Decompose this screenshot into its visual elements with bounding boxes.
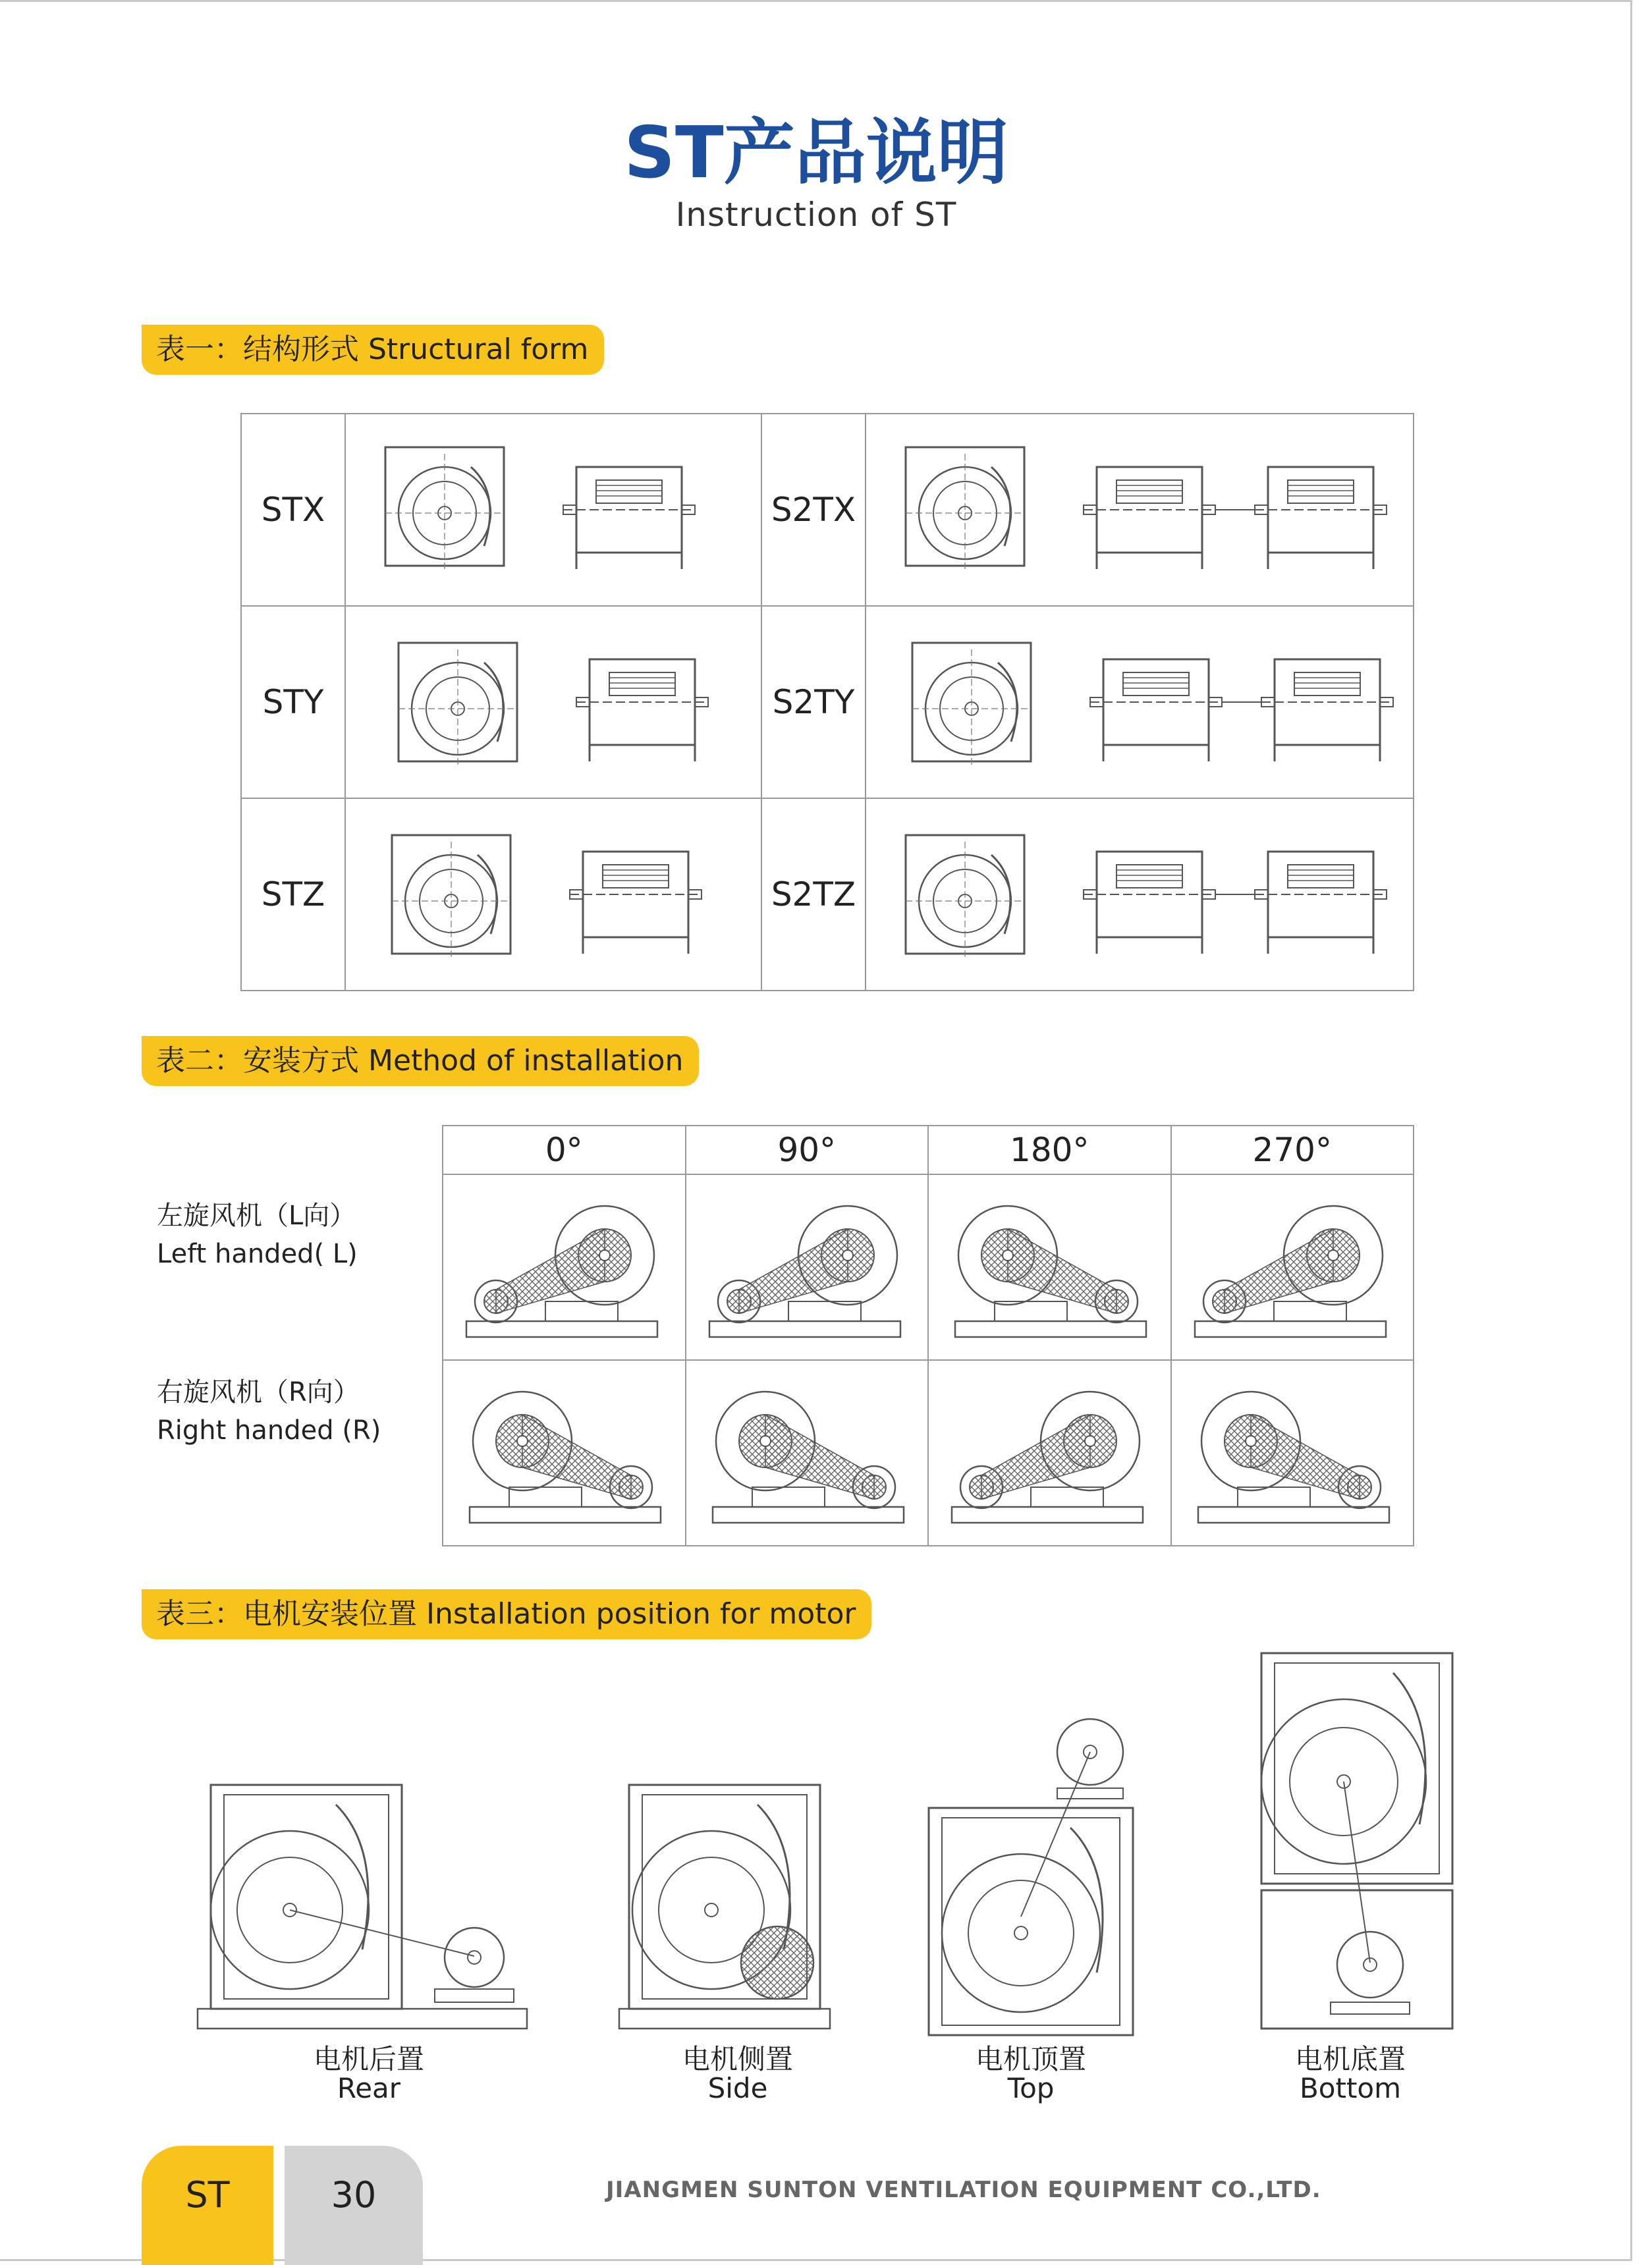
left-90-drawing [686,1176,927,1358]
left-handed-en: Left handed( L) [157,1239,358,1269]
motor-rear-en: Rear [337,2072,401,2104]
motor-rear-caption [270,2045,468,2103]
motor-side-en: Side [707,2072,768,2104]
code-cell: S2TZ [761,798,866,991]
footer-page-number: 30 [285,2146,423,2265]
left-handed-row [443,1174,1414,1360]
motor-side-drawing [613,1778,837,2042]
drawing-cell [928,1174,1171,1360]
left-handed-label [157,1197,358,1273]
motor-top-caption [932,2045,1130,2103]
left-270-drawing [1172,1176,1412,1358]
code-cell: STY [241,606,345,798]
footer-series-tab: ST [142,2146,273,2265]
drawing-cell [1171,1174,1414,1360]
installation-method-table [442,1125,1414,1546]
angle-header-row [443,1126,1414,1174]
drawing-cell [345,414,761,606]
drawing-cell [686,1174,929,1360]
right-handed-cn: 右旋风机（R向） [157,1377,360,1407]
stx-drawing [346,421,761,599]
drawing-cell [345,798,761,991]
motor-bottom-caption [1252,2045,1449,2103]
code-cell: S2TY [761,606,866,798]
motor-rear-drawing [184,1778,540,2042]
sty-drawing [346,613,761,791]
page-title: ST产品说明 [624,112,1008,194]
left-180-drawing [929,1176,1169,1358]
motor-top-en: Top [1007,2072,1055,2104]
right-handed-en: Right handed (R) [157,1415,381,1446]
drawing-cell [1171,1360,1414,1546]
right-handed-label [157,1373,381,1450]
motor-top-cn: 电机顶置 [975,2043,1086,2075]
motor-side-cn: 电机侧置 [682,2043,793,2075]
drawing-cell [866,798,1414,991]
page-subtitle: Instruction of ST [675,196,957,234]
right-90-drawing [686,1362,927,1544]
motor-rear-cn: 电机后置 [313,2043,424,2075]
drawing-cell [443,1174,686,1360]
angle-270-header: 270° [1171,1126,1414,1174]
code-cell: STX [241,414,345,606]
angle-180-header: 180° [928,1126,1171,1174]
section-motor-position-label: 表三：电机安装位置 Installation position for motor [142,1589,871,1639]
motor-bottom-cn: 电机底置 [1294,2043,1406,2075]
drawing-cell [866,414,1414,606]
right-180-drawing [929,1362,1169,1544]
motor-side-caption [639,2045,837,2103]
angle-90-header: 90° [686,1126,929,1174]
table-row [241,606,1414,798]
drawing-cell [928,1360,1171,1546]
motor-top-drawing [916,1699,1159,2042]
right-handed-row [443,1360,1414,1546]
table-row [241,414,1414,606]
code-cell: STZ [241,798,345,991]
drawing-cell [866,606,1414,798]
left-0-drawing [443,1176,684,1358]
structural-form-table [240,413,1414,991]
right-270-drawing [1172,1362,1412,1544]
s2tz-drawing [866,805,1413,983]
stz-drawing [346,805,761,983]
drawing-cell [345,606,761,798]
footer-company-name: JIANGMEN SUNTON VENTILATION EQUIPMENT CO.,LTD. [606,2177,1321,2203]
s2tx-drawing [866,421,1413,599]
angle-0-header: 0° [443,1126,686,1174]
motor-bottom-en: Bottom [1299,2072,1402,2104]
drawing-cell [686,1360,929,1546]
motor-bottom-drawing [1238,1650,1462,2042]
drawing-cell [443,1360,686,1546]
left-handed-cn: 左旋风机（L向） [157,1201,356,1231]
section-structural-form-label: 表一：结构形式 Structural form [142,325,604,375]
right-0-drawing [443,1362,684,1544]
code-cell: S2TX [761,414,866,606]
table-row [241,798,1414,991]
section-installation-method-label: 表二：安装方式 Method of installation [142,1036,699,1086]
s2ty-drawing [866,613,1413,791]
